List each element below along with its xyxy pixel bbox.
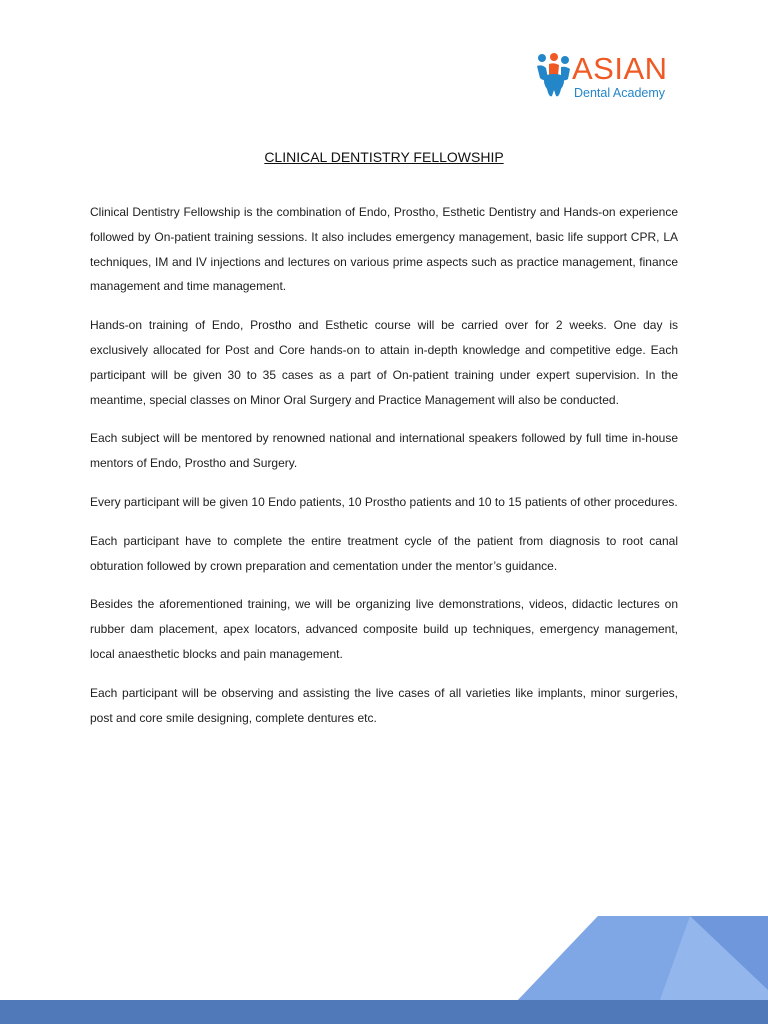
paragraph: Each subject will be mentored by renowned national and international speakers followed by full time in-house mentors of Endo, Prostho and Surgery. <box>90 431 678 471</box>
people-tooth-logo-icon <box>534 52 574 102</box>
paragraph: Clinical Dentistry Fellowship is the combination of Endo, Prostho, Esthetic Dentistry and Hands-on experience followed by On-patient training sessions. It also includes emergency management, basic life support CPR, LA techniques, IM and IV injections and lectures on various prime aspects such as practice management, finance management and time management. <box>90 205 678 294</box>
paragraph: Each participant have to complete the entire treatment cycle of the patient from diagnosis to root canal obturation followed by crown preparation and cementation under the mentor’s guidance. <box>90 533 678 573</box>
footer-shape-mid <box>518 916 690 1000</box>
document-body <box>90 200 678 744</box>
brand-tagline: Dental Academy <box>574 86 666 100</box>
paragraph: Each participant will be observing and assisting the live cases of all varieties like implants, minor surgeries, post and core smile designing, complete dentures etc. <box>90 685 678 725</box>
paragraph: Besides the aforementioned training, we will be organizing live demonstrations, videos, didactic lectures on rubber dam placement, apex locators, advanced composite build up techniques, emergency management, local anaesthetic blocks and pain management. <box>90 597 678 661</box>
footer-decoration <box>0 900 768 1024</box>
document-title: CLINICAL DENTISTRY FELLOWSHIP <box>264 149 504 165</box>
paragraph: Every participant will be given 10 Endo patients, 10 Prostho patients and 10 to 15 patients of other procedures. <box>90 494 678 509</box>
footer-bar <box>0 1000 768 1024</box>
paragraph: Hands-on training of Endo, Prostho and Esthetic course will be carried over for 2 weeks. One day is exclusively allocated for Post and Core hands-on to attain in-depth knowledge and competitive edge. Each participant will be given 30 to 35 cases as a part of On-patient training under expert supervision. In the meantime, special classes on Minor Oral Surgery and Practice Management will also be conducted. <box>90 318 678 407</box>
brand-logo <box>534 52 684 102</box>
brand-name: ASIAN <box>572 51 668 86</box>
